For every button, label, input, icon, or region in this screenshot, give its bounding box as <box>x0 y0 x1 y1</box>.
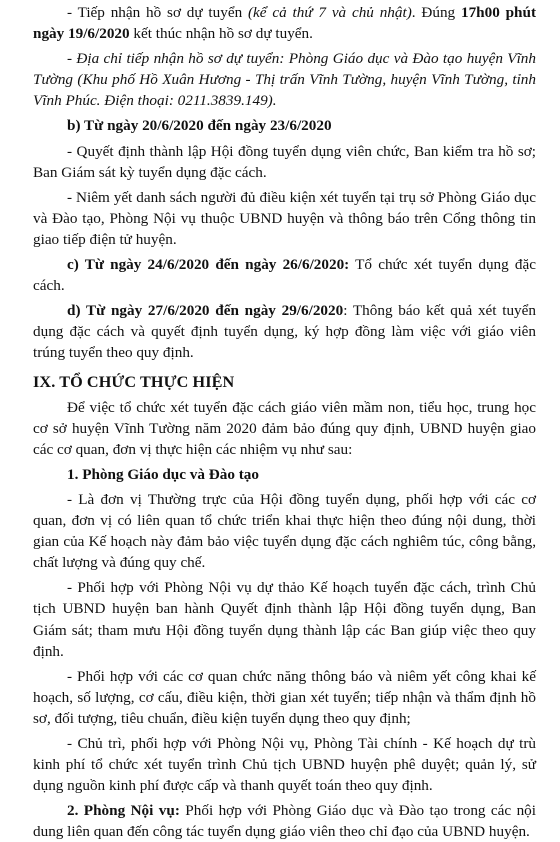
text-home-affairs-content: Phối hợp với Phòng Giáo dục và Đào tạo trong các nội dung liên quan đến công tác tuyển dụng giáo viên theo chỉ đạo của UBND huyện. <box>33 802 536 841</box>
heading-education-office: 1. Phòng Giáo dục và Đào tạo <box>67 465 259 483</box>
section-heading-ix: IX. TỔ CHỨC THỰC HIỆN <box>33 372 235 391</box>
paragraph-decision: - Quyết định thành lập Hội đồng tuyển dụng viên chức, Ban kiểm tra hồ sơ; Ban Giám sát kỳ tuyển dụng đặc cách. <box>33 142 536 181</box>
paragraph-edu-task-1: - Là đơn vị Thường trực của Hội đồng tuyển dụng, phối hợp với các cơ quan, đơn vị có liên quan tổ chức triển khai thực hiện theo đúng nội dung, thời gian của Kế hoạch này đảm bảo việc tuyển dụng đặc cách nghiêm túc, công bằng, chất lượng và đúng quy chế. <box>33 490 536 572</box>
paragraph-receive-dossier <box>33 2 536 44</box>
text-c-dates: c) Từ ngày 24/6/2020 đến ngày 26/6/2020: <box>67 256 350 274</box>
text-weekend-note: (kể cả thứ 7 và chủ nhật) <box>248 4 412 21</box>
heading-b-dates: b) Từ ngày 20/6/2020 đến ngày 23/6/2020 <box>67 117 332 135</box>
paragraph-edu-task-2: - Phối hợp với Phòng Nội vụ dự thảo Kế hoạch tuyển đặc cách, trình Chủ tịch UBND huyện ban hành Quyết định thành lập Hội đồng tuyển dụng, Ban Giám sát; tham mưu Hội đồng tuyển dụng thành lập các Ban giúp việc theo quy định. <box>33 579 536 660</box>
paragraph-address: - Địa chỉ tiếp nhận hồ sơ dự tuyển: Phòng Giáo dục và Đào tạo huyện Vĩnh Tường (Khu phố Hồ Xuân Hương - Thị trấn Vĩnh Tường, huyện Vĩnh Tường, tỉnh Vĩnh Phúc. Điện thoại: 0211.3839.149). <box>33 50 536 110</box>
paragraph-intro: Để việc tổ chức xét tuyển đặc cách giáo viên mầm non, tiểu học, trung học cơ sở huyện Vĩnh Tường năm 2020 đảm bảo đúng quy định, UBND huyện giao các cơ quan, đơn vị thực hiện các nhiệm vụ như sau: <box>33 398 536 458</box>
text-d-content: : Thông báo kết quả xét tuyển dụng đặc cách và quyết định tuyển dụng, ký hợp đồng làm việc với giáo viên trúng tuyển theo quy định. <box>33 302 536 362</box>
text-d-dates: d) Từ ngày 27/6/2020 đến ngày 29/6/2020 <box>67 302 344 320</box>
text-punct: . Đúng <box>411 4 461 21</box>
text-receive-dossier: - Tiếp nhận hồ sơ dự tuyển <box>67 4 248 21</box>
text-deadline-end: kết thúc nhận hồ sơ dự tuyển. <box>129 25 313 43</box>
paragraph-home-affairs <box>33 800 536 842</box>
paragraph-listing: - Niêm yết danh sách người đủ điều kiện xét tuyển tại trụ sở Phòng Giáo dục và Đào tạo, Phòng Nội vụ thuộc UBND huyện và thông báo trên Cổng thông tin giao tiếp điện tử huyện. <box>33 188 536 248</box>
paragraph-d-dates <box>33 300 536 363</box>
text-c-content: Tổ chức xét tuyển dụng đặc cách. <box>33 256 537 295</box>
paragraph-edu-task-3: - Phối hợp với các cơ quan chức năng thông báo và niêm yết công khai kế hoạch, số lượng, cơ cấu, điều kiện, thời gian xét tuyển; tiếp nhận và thẩm định hồ sơ, đối tượng, tiêu chuẩn, điều kiện tuyển dụng theo quy định; <box>33 667 536 727</box>
paragraph-edu-task-4: - Chủ trì, phối hợp với Phòng Nội vụ, Phòng Tài chính - Kế hoạch dự trù kinh phí tổ chức xét tuyển trình Chủ tịch UBND huyện phê duyệt; quản lý, sử dụng nguồn kinh phí được cấp và thanh quyết toán theo quy định. <box>33 735 536 795</box>
text-home-affairs-title: 2. Phòng Nội vụ: <box>67 802 180 820</box>
text-deadline: 17h00 phút ngày 19/6/2020 <box>33 4 537 43</box>
paragraph-c-dates <box>33 254 536 296</box>
